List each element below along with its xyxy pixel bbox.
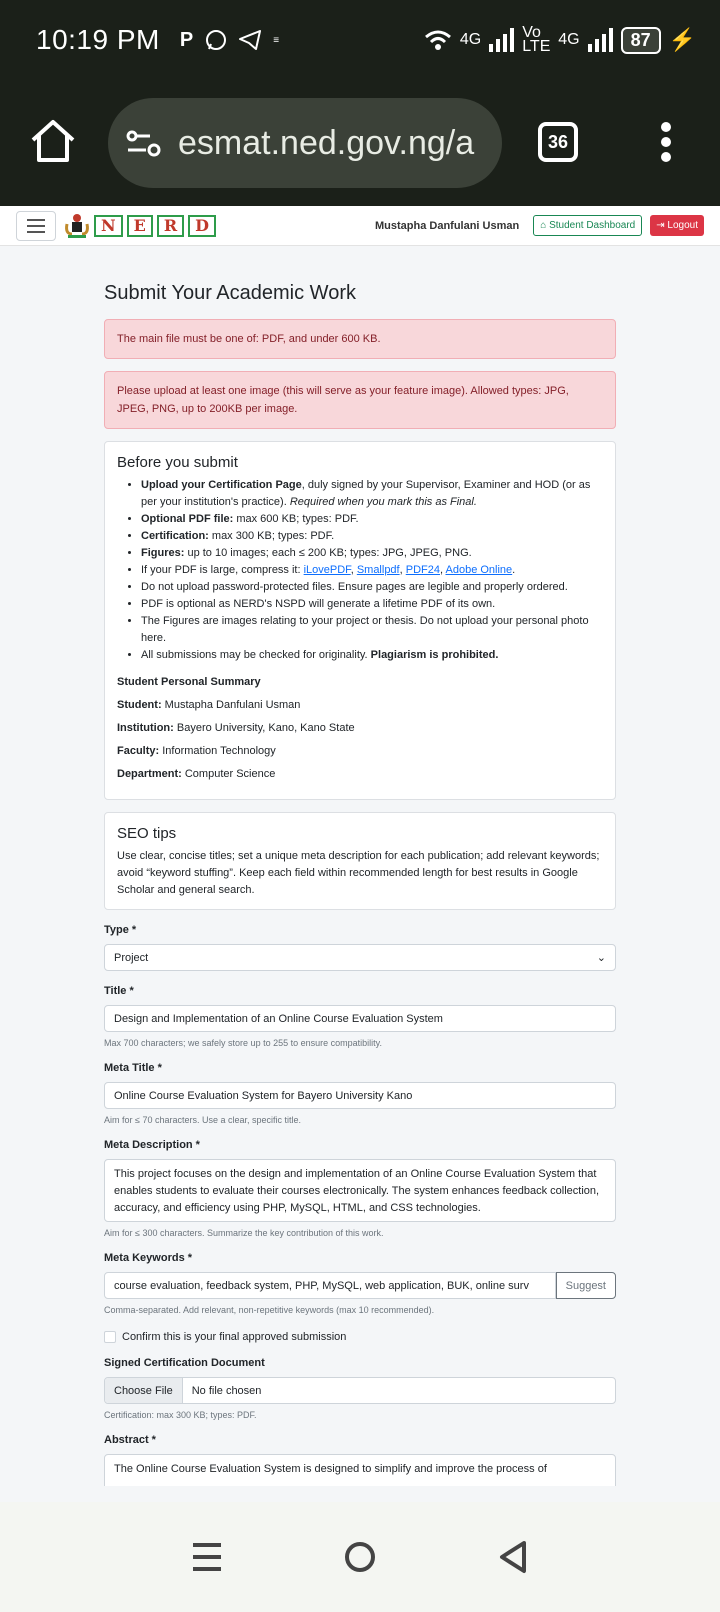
certification-file-input[interactable] [104,1377,616,1404]
meta-keywords-label: Meta Keywords * [104,1252,193,1264]
logo-letter: E [127,215,153,237]
logo-letter: D [188,215,216,237]
no-file-text: No file chosen [191,1384,262,1397]
seo-text: Use clear, concise titles; set a unique meta description for each publication; add relevant keywords; avoid “keyword stuffing”. Keep each field within recommended length for best results in Google Scholar and general search. [117,850,600,896]
summary-student: Student: Mustapha Danfulani Usman [117,699,301,711]
title-label: Title * [104,985,134,997]
abstract-label: Abstract * [104,1434,156,1446]
home-icon: ⌂ [540,220,550,231]
recent-apps-icon[interactable] [190,1540,224,1574]
notification-icons [180,29,279,52]
logo-letter: R [157,215,184,237]
pdf24-link[interactable]: PDF24 [405,564,440,576]
seo-tips-card [104,812,616,910]
meta-title-help: Aim for ≤ 70 characters. Use a clear, specific title. [104,1115,302,1125]
meta-title-field [104,1062,616,1125]
before-submit-card [104,441,616,800]
abstract-textarea[interactable]: The Online Course Evaluation System is designed to simplify and improve the process of [104,1454,616,1517]
network-type-2: 4G [558,31,580,48]
volte-label: Vo LTE [522,24,551,55]
wifi-icon [424,29,452,51]
logo-wordmark [94,215,216,237]
before-submit-heading: Before you submit [117,454,238,471]
list-item: • PDF is optional as NERD's NSPD will generate a lifetime PDF of its own. [141,596,603,613]
meta-keywords-help: Comma-separated. Add relevant, non-repetitive keywords (max 10 recommended). [104,1305,435,1315]
smallpdf-link[interactable]: Smallpdf [356,564,400,576]
url-text: esmat.ned.gov.ng/a [178,123,475,162]
final-checkbox[interactable] [104,1331,116,1343]
status-bar [36,18,696,62]
summary-institution: Institution: Bayero University, Kano, Kano State [117,722,355,734]
title-input[interactable]: Design and Implementation of an Online Course Evaluation System [104,1005,616,1032]
tab-switcher-button[interactable]: 36 [538,122,578,162]
guidelines-list [117,477,603,664]
meta-description-textarea[interactable]: This project focuses on the design and implementation of an Online Course Evaluation System that enables students to evaluate their courses electronically. The system enhances feedback collection, accuracy, and efficiency using PHP, MySQL, HTML, and CSS technologies. [104,1159,616,1222]
list-item: • Figures: up to 10 images; each ≤ 200 KB; types: JPG, JPEG, PNG. [141,545,603,562]
url-bar[interactable] [108,98,502,188]
title-field [104,985,616,1048]
suggest-button[interactable]: Suggest [556,1272,616,1299]
site-logo[interactable] [64,212,216,240]
meta-title-input[interactable]: Online Course Evaluation System for Bayero University Kano [104,1082,616,1109]
signal-icon-2 [588,28,613,52]
meta-keywords-input[interactable]: course evaluation, feedback system, PHP, MySQL, web application, BUK, online surv [104,1272,556,1299]
list-item: • Do not upload password-protected files. Ensure pages are legible and properly ordered. [141,579,603,596]
ilovepdf-link[interactable]: iLovePDF [303,564,351,576]
back-icon[interactable] [496,1540,530,1574]
alert-image-required: Please upload at least one image (this will serve as your feature image). Allowed types: JPG, JPEG, PNG, up to 200KB per image. [104,371,616,429]
meta-title-label: Meta Title * [104,1062,162,1074]
keywords-input-group [104,1272,616,1299]
meta-description-help: Aim for ≤ 300 characters. Summarize the key contribution of this work. [104,1228,384,1238]
browser-chrome [0,0,720,206]
list-item: • If your PDF is large, compress it: iLovePDF, Smallpdf, PDF24, Adobe Online. [141,562,603,579]
type-select[interactable]: Project ⌄ [104,944,616,971]
certification-field [104,1357,616,1420]
list-item: • All submissions may be checked for originality. Plagiarism is prohibited. [141,647,603,664]
page-title: Submit Your Academic Work [104,282,356,304]
network-type-1: 4G [459,31,482,48]
meta-keywords-field [104,1252,616,1315]
home-icon[interactable] [28,116,78,166]
user-name: Mustapha Danfulani Usman [374,219,520,232]
home-circle-icon[interactable] [343,1540,377,1574]
chevron-down-icon: ⌄ [596,952,606,964]
title-help: Max 700 characters; we safely store up to 255 to ensure compatibility. [104,1038,382,1048]
type-label: Type * [104,924,137,936]
list-item: • Certification: max 300 KB; types: PDF. [141,528,603,545]
list-item: • Upload your Certification Page, duly signed by your Supervisor, Examiner and HOD (or as per your institution's practice). Required when you mark this as Final. [141,477,603,511]
certification-label: Signed Certification Document [104,1357,265,1369]
list-item: • The Figures are images relating to your project or thesis. Do not upload your personal photo here. [141,613,603,647]
browser-menu-icon[interactable] [656,120,676,164]
logo-letter: N [94,215,123,237]
list-item: • Optional PDF file: max 600 KB; types: PDF. [141,511,603,528]
viewport-edge [0,1486,720,1502]
student-dashboard-button[interactable]: ⌂ Student Dashboard [533,215,642,236]
system-navigation-bar [0,1502,720,1612]
main-content [104,246,616,1517]
whatsapp-icon [205,29,227,51]
parking-app-icon: P [179,28,194,51]
coat-of-arms-icon [64,212,90,240]
seo-heading: SEO tips [117,825,177,842]
signal-icon [489,28,514,52]
meta-description-field [104,1139,616,1238]
logout-button[interactable]: ⇥ Logout [650,215,704,236]
final-checkbox-label: Confirm this is your final approved submission [122,1331,347,1343]
browser-toolbar [0,98,720,188]
summary-heading: Student Personal Summary [117,676,261,688]
hamburger-menu-icon[interactable] [16,211,56,241]
telegram-icon [239,30,261,50]
certification-help: Certification: max 300 KB; types: PDF. [104,1410,257,1420]
choose-file-button[interactable]: Choose File [105,1378,183,1403]
adobe-online-link[interactable]: Adobe Online [445,564,513,576]
temu-icon: ≡ [273,34,280,46]
type-field [104,924,616,971]
summary-department: Department: Computer Science [117,768,276,780]
status-right [424,26,696,54]
clock: 10:19 PM [36,24,160,55]
meta-description-label: Meta Description * [104,1139,200,1151]
alert-main-file: The main file must be one of: PDF, and under 600 KB. [104,319,616,359]
battery-indicator: 87 [621,27,661,54]
site-navbar [0,206,720,246]
charging-icon: ⚡ [668,27,696,52]
site-settings-icon[interactable] [126,128,162,158]
summary-faculty: Faculty: Information Technology [117,745,276,757]
logout-icon: ⇥ [656,220,668,231]
final-submission-check[interactable] [104,1331,616,1343]
